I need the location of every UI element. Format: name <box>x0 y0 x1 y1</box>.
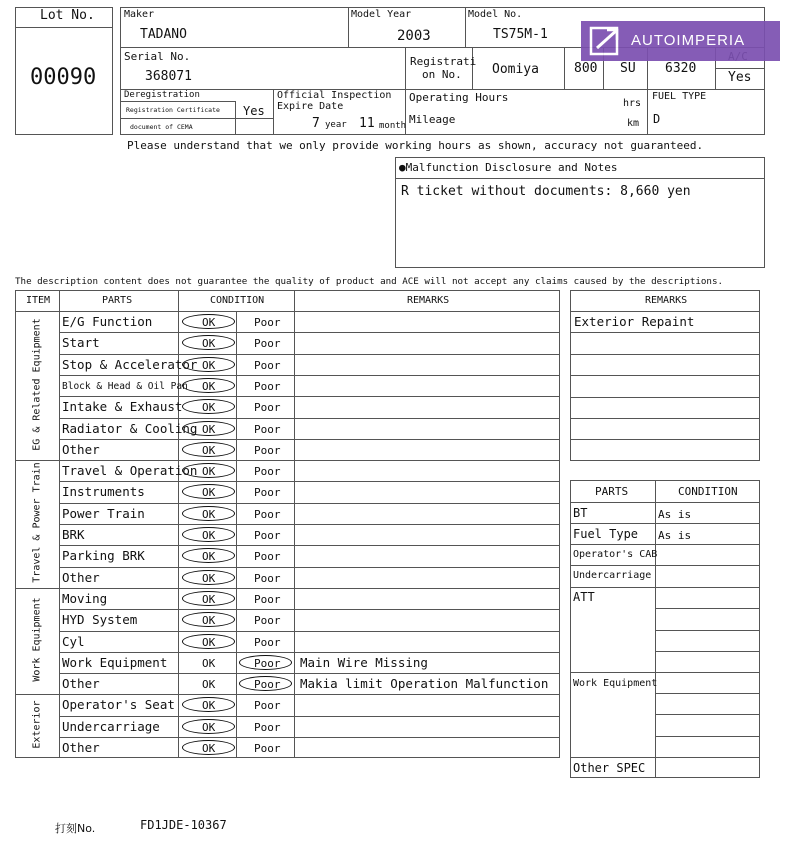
right-remarks-header: REMARKS <box>645 295 688 306</box>
ok-selected-oval <box>182 314 235 329</box>
header-item: ITEM <box>26 295 51 306</box>
ok-option: OK <box>202 678 216 692</box>
right-remarks-separator <box>570 354 760 355</box>
working-hours-notice: Please understand that we only provide working hours as shown, accuracy not guaranteed. <box>127 139 704 152</box>
inspection-year: 7 <box>312 116 320 131</box>
inspection-label-2: Expire Date <box>277 101 344 112</box>
stamp-value: FD1JDE-10367 <box>140 818 227 832</box>
row-separator <box>59 545 560 546</box>
part-label: E/G Function <box>62 314 153 329</box>
part-label: Stop & Accelerator <box>62 356 198 372</box>
poor-option: Poor <box>254 337 281 351</box>
model-year-value: 2003 <box>397 28 431 44</box>
part-label: Undercarriage <box>62 718 160 734</box>
row-separator <box>59 332 560 333</box>
malfunction-title: ●Malfunction Disclosure and Notes <box>399 161 618 174</box>
poor-option: Poor <box>254 550 281 564</box>
row-separator <box>59 567 560 568</box>
poor-option: Poor <box>254 720 281 734</box>
ok-option: OK <box>202 699 216 713</box>
poor-option: Poor <box>254 358 281 372</box>
fuel-type-value: D <box>653 112 661 126</box>
ok-selected-oval <box>182 378 235 393</box>
right-parts-header: PARTS <box>595 485 629 498</box>
ok-option: OK <box>202 337 216 351</box>
right-remarks-separator <box>570 375 760 376</box>
ok-option: OK <box>202 720 216 734</box>
right-part-other-spec: Other SPEC <box>573 761 646 775</box>
registration-plate: 6320 <box>665 61 697 76</box>
ok-option: OK <box>202 316 216 329</box>
lot-label: Lot No. <box>40 8 95 23</box>
disclaimer: The description content does not guarantee the quality of product and ACE will not accept any claims caused by the descriptions. <box>15 276 724 287</box>
ok-option: OK <box>202 529 216 542</box>
ok-selected-oval <box>182 591 235 606</box>
group-label: EG & Related Equipment <box>31 317 43 451</box>
inspection-month: 11 <box>359 116 375 131</box>
row-separator <box>59 631 560 632</box>
autoimperia-logo <box>581 21 780 61</box>
lot-number: 00090 <box>30 65 97 90</box>
right-part-att: ATT <box>573 590 595 604</box>
header-condition: CONDITION <box>210 295 265 306</box>
km-unit: km <box>627 118 640 129</box>
part-label: Instruments <box>62 484 145 500</box>
model-no-label: Model No. <box>468 9 523 20</box>
ok-selected-oval <box>182 463 235 478</box>
registration-kana: SU <box>620 61 636 76</box>
right-part-fuel-type: Fuel Type <box>573 527 639 541</box>
row-remark: Main Wire Missing <box>300 654 428 670</box>
ok-option: OK <box>202 507 216 521</box>
ok-option: OK <box>202 550 216 564</box>
row-separator <box>59 716 560 717</box>
ok-selected-oval <box>182 740 235 755</box>
row-remark: Makia limit Operation Malfunction <box>300 676 549 692</box>
group-label: Work Equipment <box>31 597 43 682</box>
ok-option: OK <box>202 635 216 649</box>
part-label: Intake & Exhaust <box>62 399 183 415</box>
right-part-bt: BT <box>573 506 588 520</box>
part-label: Other <box>62 676 100 692</box>
poor-option: Poor <box>254 614 281 628</box>
poor-option: Poor <box>254 529 281 542</box>
stamp-label: 打刻No. <box>55 822 96 835</box>
logo-text: AUTOIMPERIA <box>631 32 746 49</box>
ok-option: OK <box>202 422 216 436</box>
row-separator <box>59 652 560 653</box>
part-label: Other <box>62 569 100 585</box>
right-remarks-separator <box>570 418 760 419</box>
right-remarks-separator <box>570 397 760 398</box>
ok-selected-oval <box>182 506 235 521</box>
row-separator <box>59 418 560 419</box>
ok-option: OK <box>202 401 216 415</box>
poor-option: Poor <box>254 742 281 755</box>
group-separator <box>15 460 560 461</box>
registration-number: 800 <box>574 61 598 76</box>
year-unit: year <box>325 120 347 130</box>
poor-option: Poor <box>254 379 281 393</box>
ok-option: OK <box>202 443 216 457</box>
poor-option: Poor <box>254 507 281 521</box>
ok-option: OK <box>202 656 216 670</box>
right-part-operators-cab: Operator's CAB <box>573 549 658 560</box>
group-separator <box>15 694 560 695</box>
part-label: Other <box>62 740 100 755</box>
malfunction-text: R ticket without documents: 8,660 yen <box>401 184 691 199</box>
registration-certificate-label: Registration Certificate <box>126 106 220 114</box>
header-remarks: REMARKS <box>407 295 450 306</box>
ok-option: OK <box>202 379 216 393</box>
part-label: Power Train <box>62 505 145 521</box>
ok-option: OK <box>202 358 216 372</box>
row-separator <box>59 396 560 397</box>
poor-option: Poor <box>254 635 281 649</box>
operating-hours-label: Operating Hours <box>409 91 509 104</box>
poor-selected-oval <box>239 676 292 691</box>
row-separator <box>59 439 560 440</box>
row-separator <box>59 609 560 610</box>
fuel-type-label: FUEL TYPE <box>652 91 707 102</box>
model-no-value: TS75M-1 <box>493 27 548 42</box>
row-separator <box>59 524 560 525</box>
ok-option: OK <box>202 614 216 628</box>
row-separator <box>59 354 560 355</box>
poor-option: Poor <box>254 486 281 500</box>
maker-value: TADANO <box>140 27 187 42</box>
row-separator <box>59 503 560 504</box>
part-label: Block & Head & Oil Pan <box>62 380 188 392</box>
poor-option: Poor <box>254 422 281 436</box>
part-label: Radiator & Cooling <box>62 420 198 436</box>
right-part-undercarriage: Undercarriage <box>573 570 652 581</box>
ok-selected-oval <box>182 634 235 649</box>
right-remarks-separator <box>570 439 760 440</box>
cema-label: document of CEMA <box>130 123 193 131</box>
poor-option: Poor <box>254 465 281 479</box>
logo-mark-icon <box>589 26 623 56</box>
poor-option: Poor <box>254 571 281 585</box>
ok-selected-oval <box>182 357 235 372</box>
right-part-work-equipment: Work Equipment <box>573 678 658 689</box>
part-label: Other <box>62 441 100 457</box>
ok-selected-oval <box>182 527 235 542</box>
hrs-unit: hrs <box>623 98 642 109</box>
part-label: Parking BRK <box>62 548 145 564</box>
row-separator <box>59 737 560 738</box>
poor-selected-oval <box>239 655 292 670</box>
deregistration-label: Deregistration <box>124 90 200 100</box>
row-separator <box>59 673 560 674</box>
deregistration-value: Yes <box>243 104 265 118</box>
part-label: HYD System <box>62 612 138 628</box>
right-remarks-separator <box>570 332 760 333</box>
poor-option: Poor <box>254 443 281 457</box>
part-label: Moving <box>62 590 108 606</box>
poor-option: Poor <box>254 699 281 713</box>
serial-value: 368071 <box>145 69 192 84</box>
ok-selected-oval <box>182 421 235 436</box>
ok-option: OK <box>202 465 216 479</box>
poor-option: Poor <box>254 656 281 670</box>
right-condition-fuel-type: As is <box>658 529 692 542</box>
row-separator <box>59 375 560 376</box>
registration-label-1: Registrati <box>410 55 477 68</box>
right-remark-row: Exterior Repaint <box>574 314 695 329</box>
right-condition-bt: As is <box>658 508 692 521</box>
ok-option: OK <box>202 486 216 500</box>
row-separator <box>59 481 560 482</box>
part-label: Work Equipment <box>62 654 168 670</box>
poor-option: Poor <box>254 316 281 329</box>
ac-value: Yes <box>728 70 752 85</box>
model-year-label: Model Year <box>351 9 412 20</box>
group-separator <box>15 588 560 589</box>
ok-option: OK <box>202 742 216 755</box>
month-unit: month <box>379 121 407 131</box>
part-label: Travel & Operation <box>62 463 198 479</box>
serial-label: Serial No. <box>124 50 191 63</box>
poor-option: Poor <box>254 401 281 415</box>
registration-label-2: on No. <box>422 68 462 81</box>
poor-option: Poor <box>254 592 281 606</box>
header-parts: PARTS <box>102 295 133 306</box>
group-label: Travel & Power Train <box>31 462 43 583</box>
poor-option: Poor <box>254 678 281 692</box>
ok-selected-oval <box>182 442 235 457</box>
part-label: Operator's Seat <box>62 697 175 713</box>
ok-selected-oval <box>182 570 235 585</box>
maker-label: Maker <box>124 9 155 20</box>
part-label: BRK <box>62 527 85 542</box>
registration-place: Oomiya <box>492 62 539 77</box>
part-label: Start <box>62 335 100 351</box>
right-condition-header: CONDITION <box>678 485 738 498</box>
part-label: Cyl <box>62 633 85 649</box>
group-label: Exterior <box>31 700 43 749</box>
ok-option: OK <box>202 571 216 585</box>
mileage-label: Mileage <box>409 113 456 126</box>
inspection-label-1: Official Inspection <box>277 90 392 101</box>
ok-option: OK <box>202 592 216 606</box>
ok-selected-oval <box>182 719 235 734</box>
